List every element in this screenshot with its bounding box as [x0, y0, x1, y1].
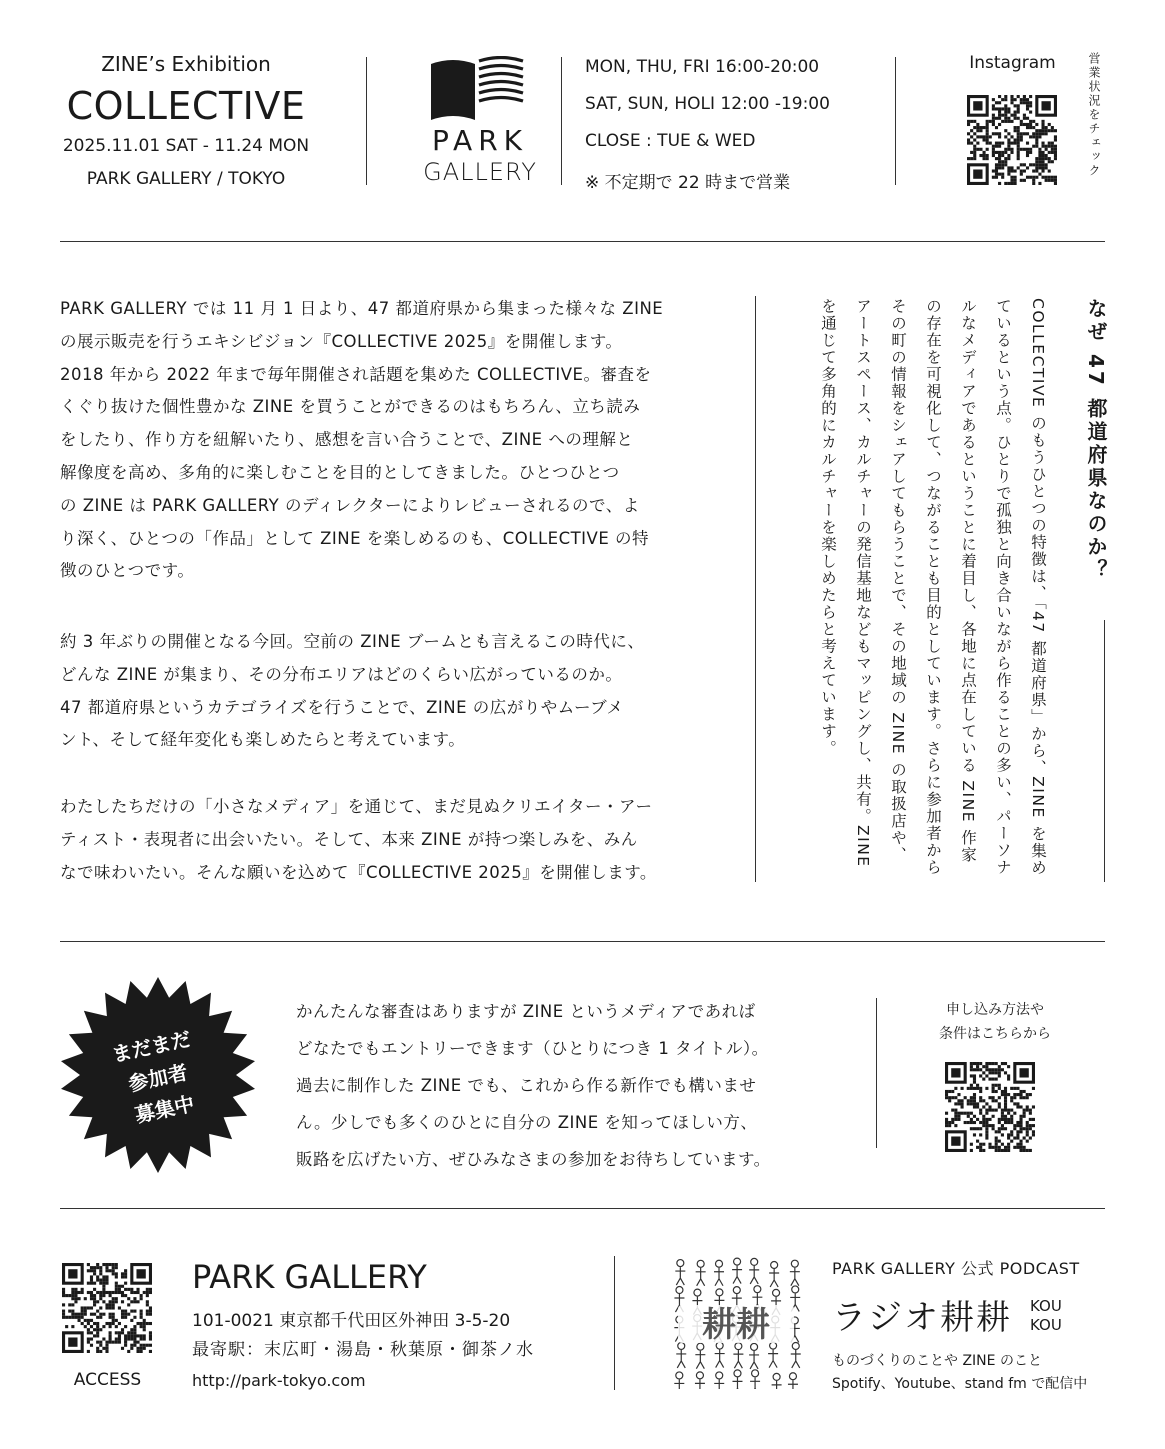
why-47-title: なぜ 47 都道府県なのか？	[1084, 298, 1108, 582]
gallery-name: PARK GALLERY	[192, 1258, 427, 1296]
logo-park-text: PARK	[431, 124, 529, 157]
access-qr-icon[interactable]	[62, 1263, 152, 1353]
logo-gallery-text: GALLERY	[423, 158, 537, 186]
exhibition-venue: PARK GALLERY / TOKYO	[86, 169, 286, 189]
recruit-divider	[876, 998, 877, 1148]
section-divider-1	[60, 241, 1105, 242]
gallery-stations: 最寄駅：末広町・湯島・秋葉原・御茶ノ水	[192, 1340, 534, 1360]
podcast-label: PARK GALLERY 公式 PODCAST	[832, 1259, 1080, 1278]
apply-qr-icon[interactable]	[945, 1062, 1035, 1152]
hours-closed: CLOSE : TUE & WED	[585, 131, 756, 151]
apply-info-label: 申し込み方法や 条件はこちらから	[939, 1002, 1051, 1042]
footer-divider	[614, 1256, 615, 1390]
section-divider-2	[60, 941, 1105, 942]
recruit-badge-text: まだまだ 参加者 募集中	[109, 1026, 197, 1128]
recruit-text: かんたんな審査はありますが ZINE というメディアであれば どなたでもエントリーできます（ひとりにつき 1 タイトル）。 過去に制作した ZINE でも、これから作る新作でも構いませ ん。少しでも多くのひとに自分の ZINE を知ってほしい方、 販路を広げたい方、ぜひみなさまの参加をお待ちしています。	[296, 1002, 771, 1169]
flag-logo-icon	[429, 56, 525, 122]
podcast-title-reading: KOU KOU	[1030, 1297, 1062, 1334]
gallery-address: 101-0021 東京都千代田区外神田 3-5-20	[192, 1311, 511, 1331]
intro-paragraph-1: PARK GALLERY では 11 月 1 日より、47 都道府県から集まった様々な ZINE の展示販売を行うエキシビジョン『COLLECTIVE 2025』を開催します。 2018 年から 2022 年まで毎年開催され話題を集めた COLLECTIVE。審査を くぐり抜けた個性豊かな ZINE を買うことができるのはもちろん、立ち読み をしたり、作り方を紐解いたり、感想を言い合うことで、ZINE への理解と 解像度を高め、多角的に楽しむことを目的としてきました。ひとつひとつ の ZINE は PARK GALLERY のディレクターによりレビューされるので、よ り深く、ひとつの「作品」として ZINE を楽しめるのも、COLLECTIVE の特 徴のひとつです。	[60, 299, 664, 581]
access-label: ACCESS	[73, 1370, 142, 1390]
exhibition-label: ZINE’s Exhibition	[101, 52, 271, 76]
header-divider-1	[366, 57, 367, 185]
why-47-body: COLLECTIVE のもうひとつの特徴は、「47 都道府県」から、ZINE を集めているという点。ひとりで孤独と向き合いながら作ることの多い、パーソナルなメディアであるということに着目し、各地に点在している ZINE 作家の存在を可視化して、つながることも目的としています。さらに参加者からその町の情報をシェアしてもらうことで、その地域の ZINE の取扱店や、アートスペース、カルチャーの発信基地などもマッピングし、共有。ZINE を通じて多角的にカルチャーを楽しめたらと考えています。	[819, 298, 1047, 877]
intro-paragraph-2: 約 3 年ぶりの開催となる今回。空前の ZINE ブームとも言えるこの時代に、 どんな ZINE が集まり、その分布エリアはどのくらい広がっているのか。 47 都道府県というカテゴライズを行うことで、ZINE の広がりやムーブメ ント、そして経年変化も楽しめたらと考えています。	[60, 632, 645, 750]
podcast-art-text: 耕耕	[702, 1305, 770, 1345]
intro-divider	[755, 296, 756, 882]
hours-weekend: SAT, SUN, HOLI 12:00 -19:00	[585, 94, 830, 114]
instagram-qr-icon[interactable]	[967, 95, 1057, 185]
gallery-url-link[interactable]: http://park-tokyo.com	[192, 1371, 366, 1390]
intro-paragraph-3: わたしたちだけの「小さなメディア」を通じて、まだ見ぬクリエイター・アー ティスト・表現者に出会いたい。そして、本来 ZINE が持つ楽しみを、みん なで味わいたい。そんな願いを込めて『COLLECTIVE 2025』を開催します。	[60, 797, 657, 882]
exhibition-dates: 2025.11.01 SAT - 11.24 MON	[62, 136, 310, 156]
podcast-platforms: Spotify、Youtube、stand fm で配信中	[832, 1376, 1088, 1392]
section-divider-3	[60, 1208, 1105, 1209]
why-47-divider	[1104, 620, 1105, 882]
header-divider-2	[561, 57, 562, 185]
hours-weekday: MON, THU, FRI 16:00-20:00	[585, 57, 820, 77]
instagram-label: Instagram	[969, 53, 1056, 73]
podcast-description: ものづくりのことや ZINE のこと	[832, 1353, 1042, 1369]
header-divider-3	[895, 57, 896, 185]
hours-note: ※ 不定期で 22 時まで営業	[585, 173, 791, 193]
exhibition-title: COLLECTIVE	[66, 84, 306, 128]
business-status-note: 営業状況をチェック	[1087, 52, 1101, 178]
podcast-artwork-icon[interactable]	[668, 1253, 804, 1389]
podcast-title: ラジオ耕耕	[832, 1298, 1012, 1338]
